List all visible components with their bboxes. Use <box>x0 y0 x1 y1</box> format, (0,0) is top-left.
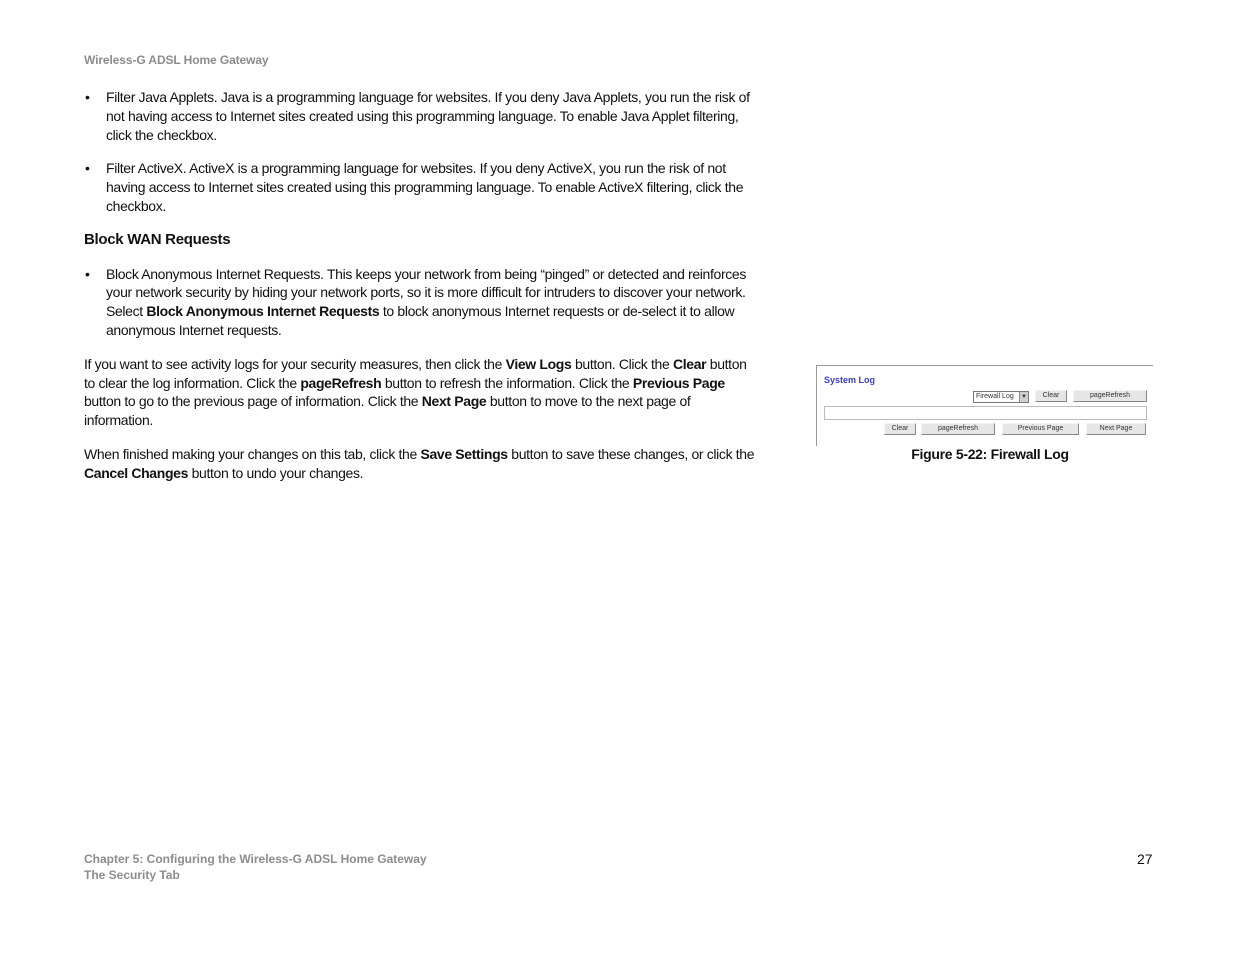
bold-term: View Logs <box>505 355 572 372</box>
bullet-activex <box>84 159 760 215</box>
bullet-java-applets <box>84 88 760 144</box>
log-type-select[interactable] <box>973 391 1029 403</box>
select-value: Firewall Log <box>976 393 1014 400</box>
system-log-figure <box>816 365 1153 446</box>
figure-caption: Figure 5-22: Firewall Log <box>911 446 1069 462</box>
bullet-text-part: Block Anonymous Internet Requests. This keeps your network from being “pinged” or detected and reinforces your network security by hiding your network ports, so it is more difficult for intruders to discover your network. Select <box>106 265 747 320</box>
bullet-text-part: to block anonymous Internet requests or de-select it to allow anonymous Internet requests. <box>106 303 735 338</box>
text-run: button to go to the previous page of information. Click the <box>84 393 422 410</box>
bold-term: pageRefresh <box>300 374 382 391</box>
footer-chapter: Chapter 5: Configuring the Wireless-G ADSL Home Gateway <box>84 852 427 866</box>
bullet-block-anonymous <box>84 265 760 340</box>
text-run: button to refresh the information. Click the <box>381 374 633 391</box>
text-run: If you want to see activity logs for your security measures, then click the <box>84 355 506 372</box>
text-run: button to save these changes, or click the <box>507 445 755 462</box>
log-content-box <box>824 406 1147 420</box>
previous-page-button[interactable]: Previous Page <box>1002 423 1079 435</box>
bold-term: Cancel Changes <box>84 464 189 481</box>
chevron-down-icon: ▼ <box>1019 392 1028 402</box>
figure-title: System Log <box>824 375 876 385</box>
text-run: button. Click the <box>571 355 673 372</box>
footer <box>84 851 427 883</box>
next-page-button[interactable]: Next Page <box>1086 423 1146 435</box>
bold-term: Clear <box>672 355 707 372</box>
running-header: Wireless-G ADSL Home Gateway <box>84 53 269 67</box>
text-run: button to clear the log information. Click the <box>84 355 747 391</box>
text-run: button to undo your changes. <box>188 464 364 481</box>
page-refresh-button-top[interactable]: pageRefresh <box>1073 390 1147 402</box>
bullet-symbol: • <box>85 160 90 177</box>
bold-term: Next Page <box>421 393 487 410</box>
bullet-text: Filter ActiveX. ActiveX is a programming language for websites. If you deny ActiveX, you run the risk of not having access to Internet sites created using this programming language. To enable ActiveX filtering, click the checkbox. <box>106 160 744 214</box>
body-column <box>84 88 760 498</box>
text-run: When finished making your changes on this tab, click the <box>84 445 421 462</box>
bullet-symbol: • <box>85 89 90 105</box>
paragraph-logs <box>84 355 760 430</box>
section-heading: Block WAN Requests <box>84 230 231 248</box>
footer-section: The Security Tab <box>84 868 180 882</box>
text-run: button to move to the next page of information. <box>84 393 691 429</box>
bold-term: Save Settings <box>420 445 508 462</box>
bold-term: Previous Page <box>632 374 725 391</box>
bullet-symbol: • <box>85 265 90 282</box>
bullet-text: Filter Java Applets. Java is a programming language for websites. If you deny Java Applets, you run the risk of not having access to Internet sites created using this programming language. To enable Java Applet filtering, click the checkbox. <box>106 89 750 143</box>
bullet-bold-term: Block Anonymous Internet Requests <box>146 303 380 320</box>
paragraph-save <box>84 445 760 483</box>
page-refresh-button[interactable]: pageRefresh <box>921 423 995 435</box>
clear-button-top[interactable]: Clear <box>1035 390 1067 402</box>
page-number: 27 <box>1137 851 1153 867</box>
clear-button[interactable]: Clear <box>884 423 916 435</box>
